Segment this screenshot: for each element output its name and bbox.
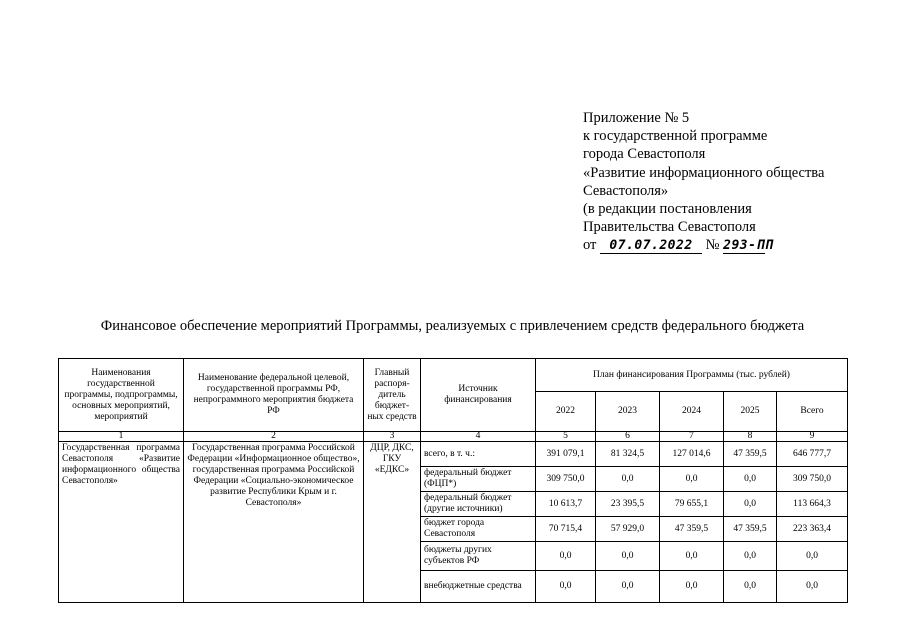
header-year: 2023 [596, 392, 660, 432]
value-cell: 0,0 [724, 571, 777, 603]
value-cell: 309 750,0 [536, 467, 596, 492]
header-plan: План финансирования Программы (тыс. рублей) [536, 359, 848, 392]
value-cell: 0,0 [536, 542, 596, 571]
value-cell: 47 359,5 [660, 517, 724, 542]
date-prefix: от [583, 237, 597, 254]
value-cell: 0,0 [660, 467, 724, 492]
value-cell: 79 655,1 [660, 492, 724, 517]
appendix-line: к государственной программе [583, 128, 768, 145]
table-row [59, 442, 848, 467]
value-cell: 113 664,3 [777, 492, 848, 517]
appendix-block [583, 109, 883, 255]
value-cell: 0,0 [596, 571, 660, 603]
header-manager: Главный распоря-дитель бюджет-ных средств [364, 359, 421, 432]
value-cell: 0,0 [724, 492, 777, 517]
value-cell: 0,0 [596, 542, 660, 571]
header-source: Источник финансирования [421, 359, 536, 432]
source-cell: федеральный бюджет (другие источники) [421, 492, 536, 517]
value-cell: 0,0 [777, 571, 848, 603]
federal-program-cell: Государственная программа Российской Федерации «Информационное общество», государственная программа Российской Федерации «Социально-экономическое развитие Республики Крым и г. Севастополя» [184, 442, 364, 603]
value-cell: 10 613,7 [536, 492, 596, 517]
value-cell: 0,0 [724, 467, 777, 492]
value-cell: 309 750,0 [777, 467, 848, 492]
column-number: 3 [364, 432, 421, 442]
value-cell: 0,0 [777, 542, 848, 571]
header-program-name: Наименования государственной программы, подпрограммы, основных мероприятий, мероприятий [59, 359, 184, 432]
number-field [723, 238, 774, 254]
source-cell: внебюджетные средства [421, 571, 536, 603]
value-cell: 57 929,0 [596, 517, 660, 542]
appendix-line: (в редакции постановления [583, 201, 752, 218]
value-cell: 47 359,5 [724, 517, 777, 542]
column-number: 4 [421, 432, 536, 442]
value-cell: 0,0 [660, 571, 724, 603]
appendix-line: Севастополя» [583, 182, 669, 199]
value-cell: 70 715,4 [536, 517, 596, 542]
value-cell: 223 363,4 [777, 517, 848, 542]
value-cell: 391 079,1 [536, 442, 596, 467]
appendix-line: Приложение № 5 [583, 110, 690, 126]
number-value: 293-ПП [723, 238, 774, 254]
value-cell: 23 395,5 [596, 492, 660, 517]
header-federal-program: Наименование федеральной целевой, государственной программы РФ, непрограммного мероприятия бюджета РФ [184, 359, 364, 432]
column-number: 2 [184, 432, 364, 442]
header-year: 2024 [660, 392, 724, 432]
appendix-line: Правительства Севастополя [583, 219, 756, 236]
date-field [600, 238, 702, 254]
header-year: 2025 [724, 392, 777, 432]
program-name-cell: Государственная программа Севастополя «Развитие информационного общества Севастополя» [59, 442, 184, 603]
value-cell: 0,0 [536, 571, 596, 603]
document-title: Финансовое обеспечение мероприятий Программы, реализуемых с привлечением средств федерального бюджета [100, 318, 805, 334]
source-cell: бюджет города Севастополя [421, 517, 536, 542]
source-cell: бюджеты других субъектов РФ [421, 542, 536, 571]
column-number: 8 [724, 432, 777, 442]
column-number: 5 [536, 432, 596, 442]
source-cell: всего, в т. ч.: [421, 442, 536, 467]
column-number: 7 [660, 432, 724, 442]
column-number: 6 [596, 432, 660, 442]
value-cell: 0,0 [596, 467, 660, 492]
value-cell: 81 324,5 [596, 442, 660, 467]
number-prefix: № [705, 237, 720, 254]
manager-cell: ДЦР, ДКС, ГКУ «ЕДКС» [364, 442, 421, 603]
header-year: 2022 [536, 392, 596, 432]
value-cell: 0,0 [660, 542, 724, 571]
date-value: 07.07.2022 [609, 238, 693, 254]
funding-table [58, 358, 848, 603]
column-number-row [59, 432, 848, 442]
header-total: Всего [777, 392, 848, 432]
appendix-line: города Севастополя [583, 146, 706, 163]
value-cell: 0,0 [724, 542, 777, 571]
appendix-line: «Развитие информационного общества [583, 164, 825, 181]
source-cell: федеральный бюджет (ФЦП*) [421, 467, 536, 492]
column-number: 1 [59, 432, 184, 442]
column-number: 9 [777, 432, 848, 442]
appendix-date-line [583, 236, 883, 254]
value-cell: 47 359,5 [724, 442, 777, 467]
value-cell: 127 014,6 [660, 442, 724, 467]
value-cell: 646 777,7 [777, 442, 848, 467]
